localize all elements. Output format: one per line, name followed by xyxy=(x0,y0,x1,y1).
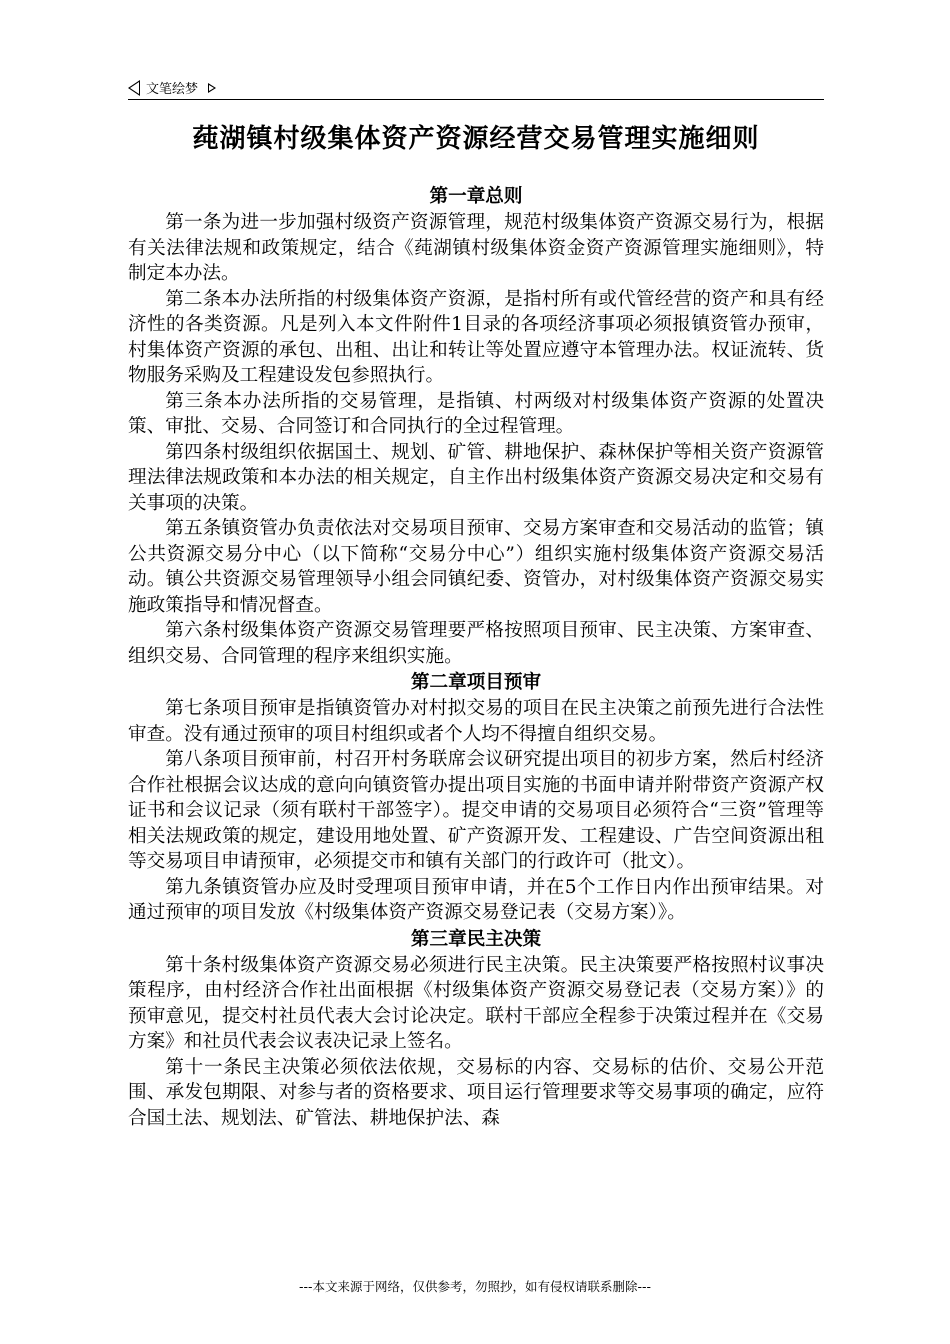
article-paragraph: 第三条本办法所指的交易管理，是指镇、村两级对村级集体资产资源的处置决策、审批、交易、合同签订和合同执行的全过程管理。 xyxy=(128,390,824,437)
article-paragraph: 第二条本办法所指的村级集体资产资源，是指村所有或代管经营的资产和具有经济性的各类资源。凡是列入本文件附件1目录的各项经济事项必须报镇资管办预审，村集体资产资源的承包、出租、出让和转让等处置应遵守本管理办法。权证流转、货物服务采购及工程建设发包参照执行。 xyxy=(128,288,824,386)
chapter-heading: 第一章总则 xyxy=(429,186,523,207)
article-paragraph: 第四条村级组织依据国土、规划、矿管、耕地保护、森林保护等相关资产资源管理法律法规政策和本办法的相关规定，自主作出村级集体资产资源交易决定和交易有关事项的决策。 xyxy=(128,441,824,514)
article-paragraph: 第一条为进一步加强村级资产资源管理，规范村级集体资产资源交易行为，根据有关法律法规和政策规定，结合《莼湖镇村级集体资金资产资源管理实施细则》，特制定本办法。 xyxy=(128,212,824,284)
triangle-right-icon xyxy=(208,83,216,93)
header-brand xyxy=(128,78,216,97)
article-paragraph: 第十一条民主决策必须依法依规，交易标的内容、交易标的估价、交易公开范围、承发包期限、对参与者的资格要求、项目运行管理要求等交易事项的确定，应符合国土法、规划法、矿管法、耕地保护法、森 xyxy=(128,1056,824,1129)
header-divider xyxy=(128,99,824,100)
chapter-heading: 第三章民主决策 xyxy=(410,928,542,950)
document-title: 莼湖镇村级集体资产资源经营交易管理实施细则 xyxy=(192,124,760,154)
document-body xyxy=(128,183,824,1131)
chapter-heading: 第二章项目预审 xyxy=(410,672,542,693)
article-paragraph: 第十条村级集体资产资源交易必须进行民主决策。民主决策要严格按照村议事决策程序，由村经济合作社出面根据《村级集体资产资源交易登记表（交易方案）》的预审意见，提交村社员代表大会讨论决定。联村干部应全程参于决策过程并在《交易方案》和社员代表会议表决记录上签名。 xyxy=(128,954,824,1052)
page-footer: ---本文来源于网络，仅供参考，勿照抄，如有侵权请联系删除--- xyxy=(298,1279,652,1294)
triangle-left-icon xyxy=(128,80,140,96)
article-paragraph: 第七条项目预审是指镇资管办对村拟交易的项目在民主决策之前预先进行合法性审查。没有通过预审的项目村组织或者个人均不得擅自组织交易。 xyxy=(128,698,824,745)
article-paragraph: 第八条项目预审前，村召开村务联席会议研究提出项目的初步方案，然后村经济合作社根据会议达成的意向向镇资管办提出项目实施的书面申请并附带资产资源产权证书和会议记录（须有联村干部签字）。提交申请的交易项目必须符合“三资”管理等相关法规政策的规定，建设用地处置、矿产资源开发、工程建设、广告空间资源出租等交易项目申请预审，必须提交市和镇有关部门的行政许可（批文）。 xyxy=(128,749,824,872)
article-paragraph: 第六条村级集体资产资源交易管理要严格按照项目预审、民主决策、方案审查、组织交易、合同管理的程序来组织实施。 xyxy=(128,620,824,667)
article-paragraph: 第九条镇资管办应及时受理项目预审申请，并在5个工作日内作出预审结果。对通过预审的项目发放《村级集体资产资源交易登记表（交易方案）》。 xyxy=(128,876,824,923)
article-paragraph: 第五条镇资管办负责依法对交易项目预审、交易方案审查和交易活动的监管；镇公共资源交易分中心（以下简称“交易分中心”）组织实施村级集体资产资源交易活动。镇公共资源交易管理领导小组会同镇纪委、资管办，对村级集体资产资源交易实施政策指导和情况督查。 xyxy=(128,518,824,616)
header-brand-text: 文笔绘梦 xyxy=(146,82,199,97)
page-header xyxy=(128,74,824,98)
